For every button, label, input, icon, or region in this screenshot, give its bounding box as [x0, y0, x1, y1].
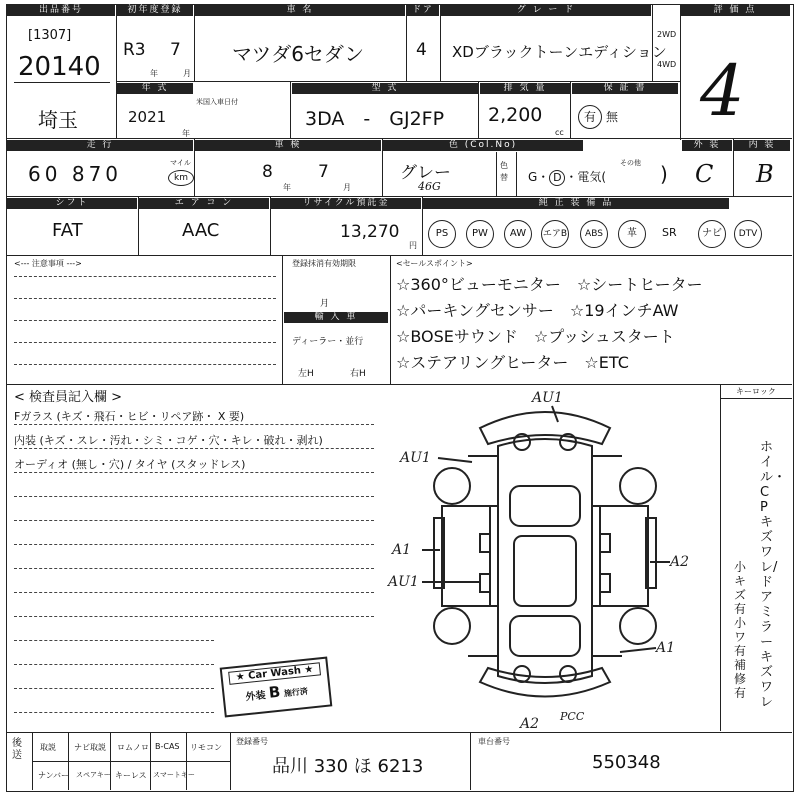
interior-grade: B	[756, 160, 774, 188]
header-interior: 内 装	[734, 140, 790, 151]
header-door: ドア	[407, 5, 439, 16]
color-name: グレー	[400, 163, 451, 183]
damage-mark-8: PCC	[560, 710, 585, 723]
damage-mark-4: AU1	[388, 574, 419, 590]
lot-code: [1307]	[28, 28, 72, 43]
reg-label: 登録番号	[236, 737, 268, 746]
fuel-type: G・ D ・電気(	[528, 170, 606, 184]
displacement: 2,200	[488, 104, 543, 126]
air-conditioner: AAC	[182, 220, 220, 241]
carwash-title: ★ Car Wash ★	[228, 662, 321, 685]
footer-remote: リモコン	[190, 743, 222, 752]
drive-4wd: 4WD	[657, 60, 677, 69]
equip-sr: SR	[662, 226, 677, 239]
lot-number: 20140	[18, 52, 101, 82]
header-ac: エ ア コ ン	[139, 198, 269, 209]
header-import: 輸 入 車	[284, 312, 388, 323]
header-recycle: リサイクル預託金	[271, 198, 421, 209]
footer-smartkey: スマートキー	[153, 771, 195, 779]
model-year: 2021	[128, 108, 167, 126]
car-diagram	[380, 386, 720, 736]
warranty-yes: 有	[578, 105, 602, 129]
footer-keyless: キーレス	[115, 771, 147, 780]
equip-abs: ABS	[580, 220, 608, 248]
equip-ps: PS	[428, 220, 456, 248]
footer-manual: 取説	[40, 743, 56, 752]
side-remarks: ホイル・CPキズワレ/ドアミラーキズワレ	[760, 440, 787, 710]
header-exterior: 外 装	[682, 140, 732, 151]
inspection-year: 8	[262, 162, 273, 182]
door-count: 4	[416, 40, 427, 60]
year-month: 7	[170, 40, 181, 60]
sales-point-4: ☆ステアリングヒーター ☆ETC	[396, 353, 629, 372]
recycle-fee: 13,270	[340, 222, 400, 242]
inspector-line-3: オーディオ (無し・穴) / タイヤ (スタッドレス)	[14, 458, 246, 471]
inspector-label: < 検査員記入欄 >	[14, 390, 123, 405]
sales-label: <セールスポイント>	[396, 259, 473, 268]
equip-aw: AW	[504, 220, 532, 248]
deadline-label: 登録抹消有効期限	[292, 259, 356, 268]
header-lot: 出品番号	[7, 5, 115, 16]
model-type: 3DA - GJ2FP	[305, 108, 445, 130]
registration-number: 品川 330 ほ 6213	[272, 756, 424, 777]
damage-mark-6: A1	[656, 640, 676, 656]
header-type: 型 式	[292, 83, 478, 94]
header-year: 初年度登録	[117, 5, 193, 16]
inspection-month: 7	[318, 162, 329, 182]
car-name: マツダ6セダン	[232, 42, 365, 66]
sales-point-3: ☆BOSEサウンド ☆プッシュスタート	[396, 327, 675, 346]
header-inspection: 車 検	[195, 140, 381, 151]
year-era: R3	[123, 40, 146, 60]
footer-navi-manual: ナビ取説	[74, 743, 106, 752]
shift: FAT	[52, 220, 83, 241]
header-displacement: 排 気 量	[480, 83, 570, 94]
score-value: 4	[700, 50, 745, 132]
side-remarks-2: 小キズ有 小ワ有 補修有	[734, 560, 747, 700]
damage-mark-5: A2	[670, 554, 690, 570]
import-dealer: ディーラー・並行	[292, 337, 364, 347]
sales-point-2: ☆パーキングセンサー ☆19インチAW	[396, 301, 679, 320]
equip-dtv: DTV	[734, 220, 762, 248]
header-mileage: 走 行	[7, 140, 193, 151]
mileage-miles: マイル	[170, 159, 191, 167]
header-equipment: 純 正 装 備 品	[423, 198, 729, 209]
color-code: 46G	[418, 180, 441, 193]
equip-airbag: エアB	[541, 220, 569, 248]
sales-point-1: ☆360°ビューモニター ☆シートヒーター	[396, 275, 703, 294]
equip-leather: 革	[618, 220, 646, 248]
model-year-note: 米国入車日付	[196, 98, 238, 106]
damage-mark-1: AU1	[400, 450, 431, 466]
footer-bcas: B-CAS	[155, 742, 180, 751]
exterior-grade: C	[695, 160, 714, 188]
footer-plate: ナンバー	[38, 771, 70, 780]
carwash-grade: B	[267, 682, 282, 702]
header-score: 評 価 点	[680, 5, 790, 16]
drive-2wd: 2WD	[657, 30, 677, 39]
mileage-digits: 60 870	[28, 162, 123, 186]
header-color: 色 (Col.No)	[383, 140, 583, 151]
keylock-label: キーロック	[736, 387, 776, 396]
equip-pw: PW	[466, 220, 494, 248]
carwash-stamp: ★ Car Wash ★ 外装 B 施行済	[220, 656, 333, 717]
chassis-label: 車台番号	[478, 737, 510, 746]
fuel-close: )	[660, 162, 668, 186]
import-lhd: 左H	[298, 369, 314, 379]
footer-followup: 後送	[12, 738, 22, 761]
header-name: 車 名	[195, 5, 405, 16]
warranty-no: 無	[606, 110, 619, 124]
damage-mark-7: A2	[520, 716, 540, 732]
chassis-number: 550348	[592, 752, 661, 773]
header-grade: グ レ ー ド	[441, 5, 651, 16]
header-warranty: 保 証 書	[572, 83, 678, 94]
mileage-km: km	[168, 170, 194, 186]
import-month: 月	[320, 299, 330, 309]
region: 埼玉	[38, 108, 78, 132]
color-changed: 色替	[500, 161, 508, 182]
equip-navi: ナビ	[698, 220, 726, 248]
grade-text: XDブラックトーンエディション	[452, 43, 667, 61]
header-shift: シフト	[7, 198, 137, 209]
footer-rom: ロムノロ	[117, 743, 149, 752]
notes-label: <--- 注意事項 --->	[14, 259, 82, 268]
damage-mark-3: A1	[392, 542, 412, 558]
damage-mark-2: AU1	[532, 390, 563, 406]
inspector-line-1: Fガラス (キズ・飛石・ヒビ・リペア跡・ X 要)	[14, 410, 245, 423]
inspector-line-2: 内装 (キズ・スレ・汚れ・シミ・コゲ・穴・キレ・破れ・剥れ)	[14, 434, 323, 447]
header-model-year: 年 式	[117, 83, 193, 94]
footer-spare-key: スペアキー	[76, 771, 111, 779]
import-rhd: 右H	[350, 369, 366, 379]
